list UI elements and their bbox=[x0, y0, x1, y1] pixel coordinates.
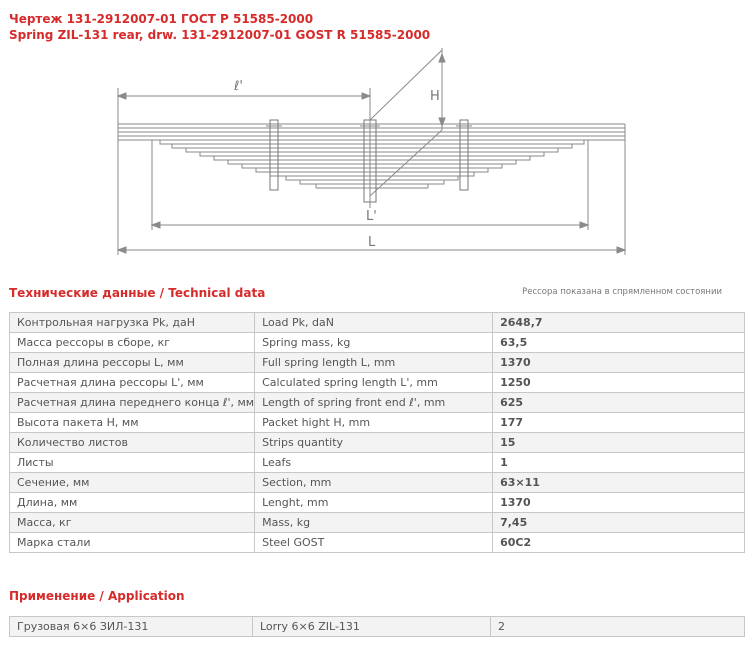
table-row bbox=[10, 533, 745, 553]
cell-value: 1370 bbox=[493, 353, 745, 373]
table-row bbox=[10, 433, 745, 453]
cell-en: Steel GOST bbox=[255, 533, 493, 553]
application-title: Применение / Application bbox=[9, 589, 185, 603]
cell-value: 63,5 bbox=[493, 333, 745, 353]
cell-value: 7,45 bbox=[493, 513, 745, 533]
cell-en: Spring mass, kg bbox=[255, 333, 493, 353]
cell-value: 177 bbox=[493, 413, 745, 433]
label-front-end: ℓ' bbox=[234, 79, 243, 94]
cell-value: 63×11 bbox=[493, 473, 745, 493]
cell-ru: Марка стали bbox=[10, 533, 255, 553]
cell-en: Mass, kg bbox=[255, 513, 493, 533]
cell-en: Lorry 6×6 ZIL-131 bbox=[253, 617, 491, 637]
cell-value: 625 bbox=[493, 393, 745, 413]
cell-ru: Высота пакета H, мм bbox=[10, 413, 255, 433]
table-row bbox=[10, 617, 745, 637]
cell-en: Strips quantity bbox=[255, 433, 493, 453]
table-row bbox=[10, 413, 745, 433]
graduated-leaves bbox=[160, 140, 584, 188]
document-header bbox=[9, 11, 430, 43]
cell-value: 1250 bbox=[493, 373, 745, 393]
cell-ru: Расчетная длина переднего конца ℓ', мм bbox=[10, 393, 255, 413]
cell-ru: Сечение, мм bbox=[10, 473, 255, 493]
cell-value: 15 bbox=[493, 433, 745, 453]
table-row bbox=[10, 353, 745, 373]
label-height: H bbox=[430, 89, 440, 104]
application-table bbox=[9, 616, 745, 637]
label-calc-length: L' bbox=[366, 209, 377, 224]
table-row bbox=[10, 513, 745, 533]
table-row bbox=[10, 493, 745, 513]
technical-data-title: Технические данные / Technical data bbox=[9, 286, 266, 300]
table-row bbox=[10, 473, 745, 493]
table-row bbox=[10, 393, 745, 413]
cell-value: 2 bbox=[491, 617, 745, 637]
cell-en: Full spring length L, mm bbox=[255, 353, 493, 373]
cell-ru: Расчетная длина рессоры L', мм bbox=[10, 373, 255, 393]
cell-value: 1370 bbox=[493, 493, 745, 513]
cell-value: 60С2 bbox=[493, 533, 745, 553]
straightened-note: Рессора показана в спрямленном состоянии bbox=[522, 287, 722, 297]
table-row bbox=[10, 453, 745, 473]
spring-drawing bbox=[0, 48, 750, 268]
table-row bbox=[10, 373, 745, 393]
table-row bbox=[10, 313, 745, 333]
cell-en: Length of spring front end ℓ', mm bbox=[255, 393, 493, 413]
cell-ru: Масса, кг bbox=[10, 513, 255, 533]
cell-en: Packet hight H, mm bbox=[255, 413, 493, 433]
cell-ru: Контрольная нагрузка Pk, даН bbox=[10, 313, 255, 333]
label-full-length: L bbox=[368, 235, 376, 250]
cell-ru: Количество листов bbox=[10, 433, 255, 453]
cell-en: Section, mm bbox=[255, 473, 493, 493]
cell-ru: Масса рессоры в сборе, кг bbox=[10, 333, 255, 353]
cell-ru: Листы bbox=[10, 453, 255, 473]
cell-en: Lenght, mm bbox=[255, 493, 493, 513]
header-title-ru: Чертеж 131-2912007-01 ГОСТ Р 51585-2000 bbox=[9, 12, 314, 26]
cell-ru: Длина, мм bbox=[10, 493, 255, 513]
cell-value: 1 bbox=[493, 453, 745, 473]
cell-value: 2648,7 bbox=[493, 313, 745, 333]
cell-en: Leafs bbox=[255, 453, 493, 473]
technical-data-table bbox=[9, 312, 745, 553]
cell-en: Calculated spring length L', mm bbox=[255, 373, 493, 393]
header-title-en: Spring ZIL-131 rear, drw. 131-2912007-01 GOST R 51585-2000 bbox=[9, 28, 431, 42]
cell-en: Load Pk, daN bbox=[255, 313, 493, 333]
cell-ru: Грузовая 6×6 ЗИЛ-131 bbox=[10, 617, 253, 637]
table-row bbox=[10, 333, 745, 353]
cell-ru: Полная длина рессоры L, мм bbox=[10, 353, 255, 373]
